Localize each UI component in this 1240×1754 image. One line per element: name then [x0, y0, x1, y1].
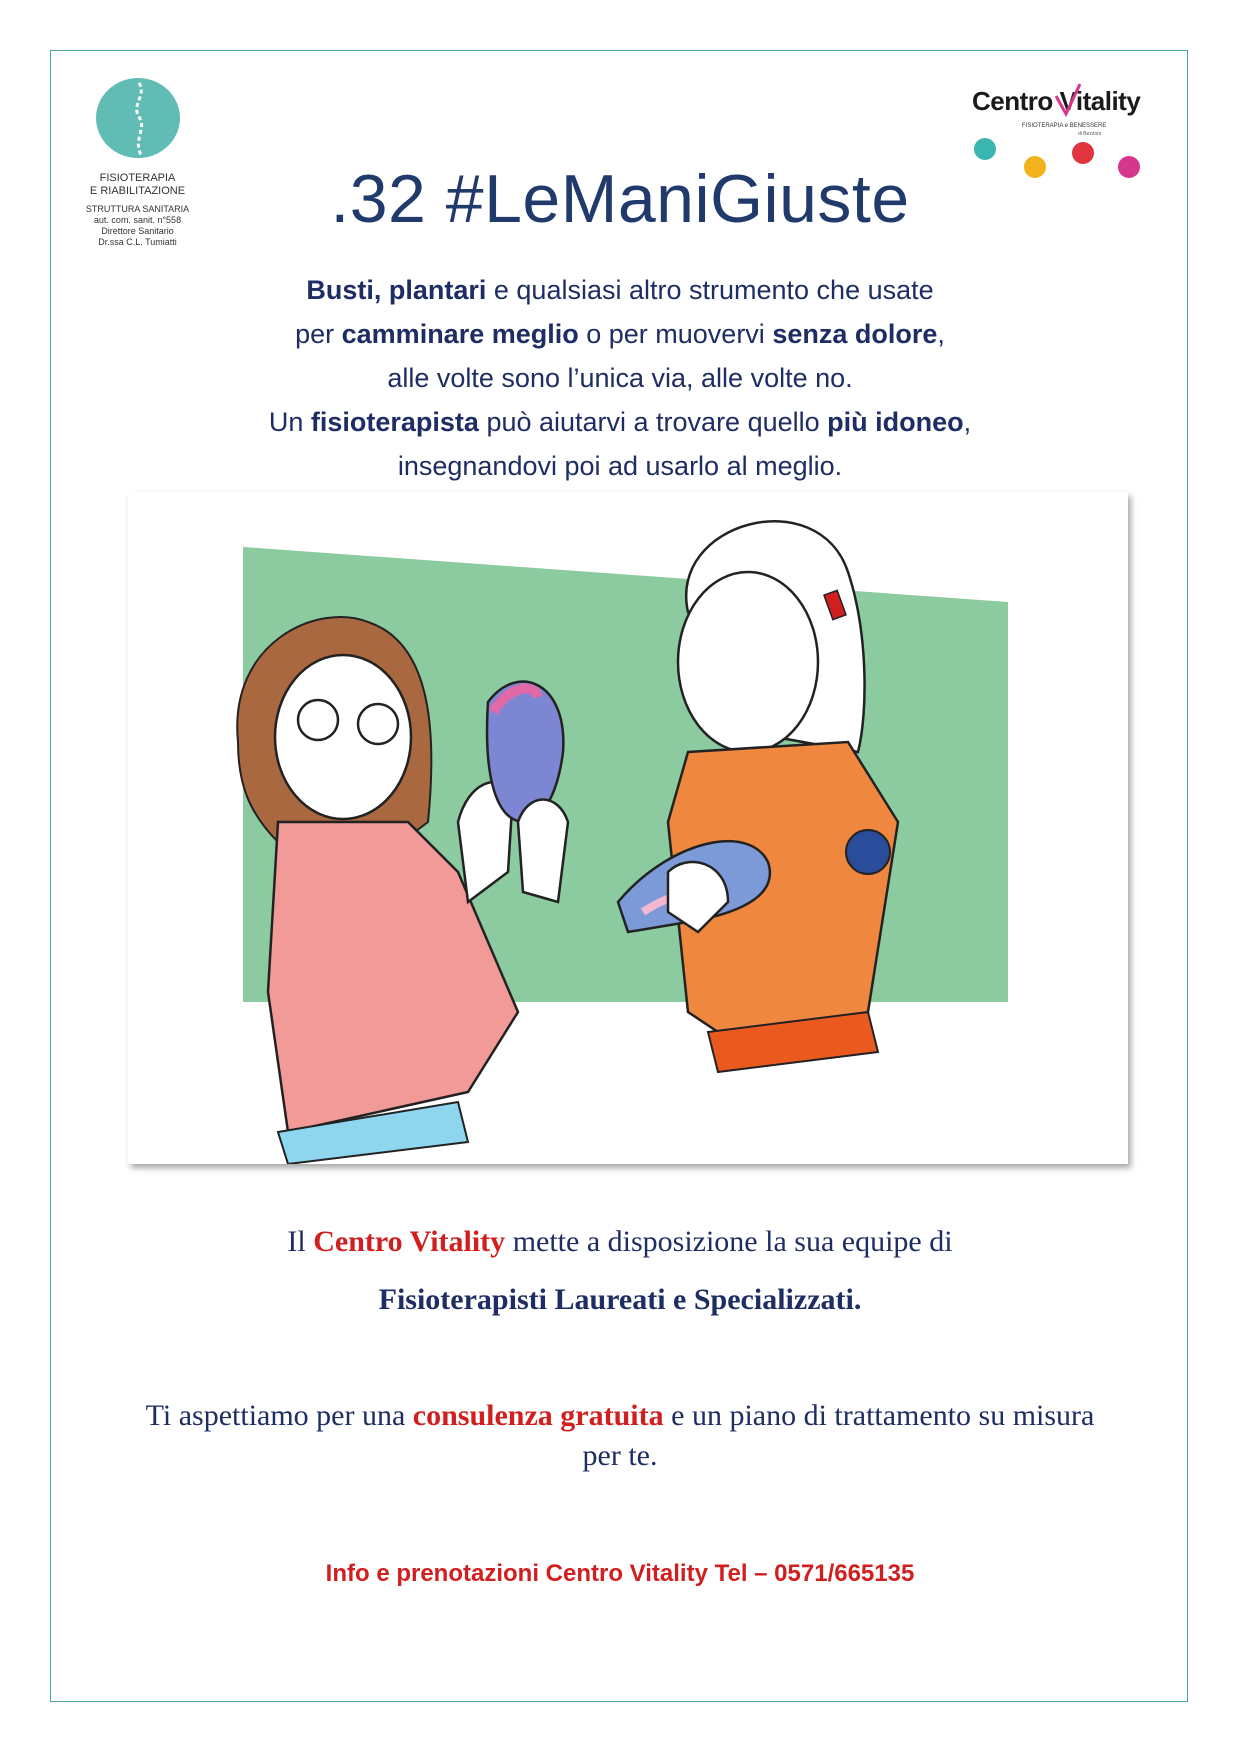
- brand-centro: Centro: [972, 86, 1053, 116]
- intro-line-4: [120, 400, 1120, 444]
- intro-text: Un: [268, 407, 311, 437]
- contact-info: Info e prenotazioni Centro Vitality Tel – 0571/665135: [325, 1560, 915, 1587]
- intro-line-5: insegnandovi poi ad usarlo al meglio.: [397, 451, 843, 481]
- consulenza-highlight: consulenza gratuita: [412, 1399, 664, 1432]
- service-dot-physio-icon: [974, 138, 996, 160]
- intro-bold-fisioterapista: fisioterapista: [310, 407, 479, 437]
- illustration: [128, 492, 1128, 1164]
- hand-left: [518, 800, 568, 903]
- intro-line-2: [120, 312, 1120, 356]
- logo-left-line2: E RIABILITAZIONE: [89, 185, 186, 197]
- intro-bold-dolore: senza dolore: [772, 319, 938, 349]
- logo-left-line4: aut. com. sanit. n°558: [93, 215, 182, 225]
- badge-icon: [846, 830, 890, 874]
- body-text: Il: [287, 1225, 314, 1258]
- intro-paragraph: [120, 268, 1120, 488]
- intro-text: ,: [937, 319, 945, 349]
- logo-sub: di Bezzoni: [1078, 131, 1102, 137]
- spine-logo-icon: [95, 75, 181, 161]
- intro-text: ,: [963, 407, 972, 437]
- intro-bold-idoneo: più idoneo: [827, 407, 964, 437]
- intro-text: o per muovervi: [578, 319, 773, 349]
- intro-bold-camminare: camminare meglio: [341, 319, 579, 349]
- page-title: .32 #LeManiGiuste: [330, 161, 910, 237]
- logo-left-line3: STRUTTURA SANITARIA: [85, 204, 190, 214]
- brand-vitality: Vitality: [1059, 86, 1141, 116]
- body-text: e un piano di trattamento su misura per te.: [582, 1399, 1095, 1472]
- intro-text: per: [295, 319, 342, 349]
- intro-text: può aiutarvi a trovare quello: [478, 407, 828, 437]
- physio-illustration: [128, 492, 1128, 1164]
- heart-check-icon: [1052, 82, 1082, 118]
- logo-left-line5: Direttore Sanitario: [101, 226, 174, 236]
- logo-tagline: FISIOTERAPIA e BENESSERE: [1022, 123, 1107, 129]
- intro-bold-busti: Busti, plantari: [306, 275, 487, 305]
- intro-text: e qualsiasi altro strumento che usate: [486, 275, 934, 305]
- logo-left-line1: FISIOTERAPIA: [99, 172, 176, 184]
- intro-line-3: alle volte sono l’unica via, alle volte no.: [387, 363, 853, 393]
- fisioterapisti-line: Fisioterapisti Laureati e Specializzati.: [378, 1283, 862, 1316]
- intro-line-1: [120, 268, 1120, 312]
- consulenza-line: [130, 1396, 1110, 1476]
- logo-left-line6: Dr.ssa C.L. Tumiatti: [98, 237, 177, 247]
- centro-vitality-highlight: Centro Vitality: [313, 1225, 506, 1258]
- body-text: Ti aspettiamo per una: [145, 1399, 413, 1432]
- body-text: mette a disposizione la sua equipe di: [505, 1225, 953, 1258]
- equipe-line: [0, 1225, 1240, 1259]
